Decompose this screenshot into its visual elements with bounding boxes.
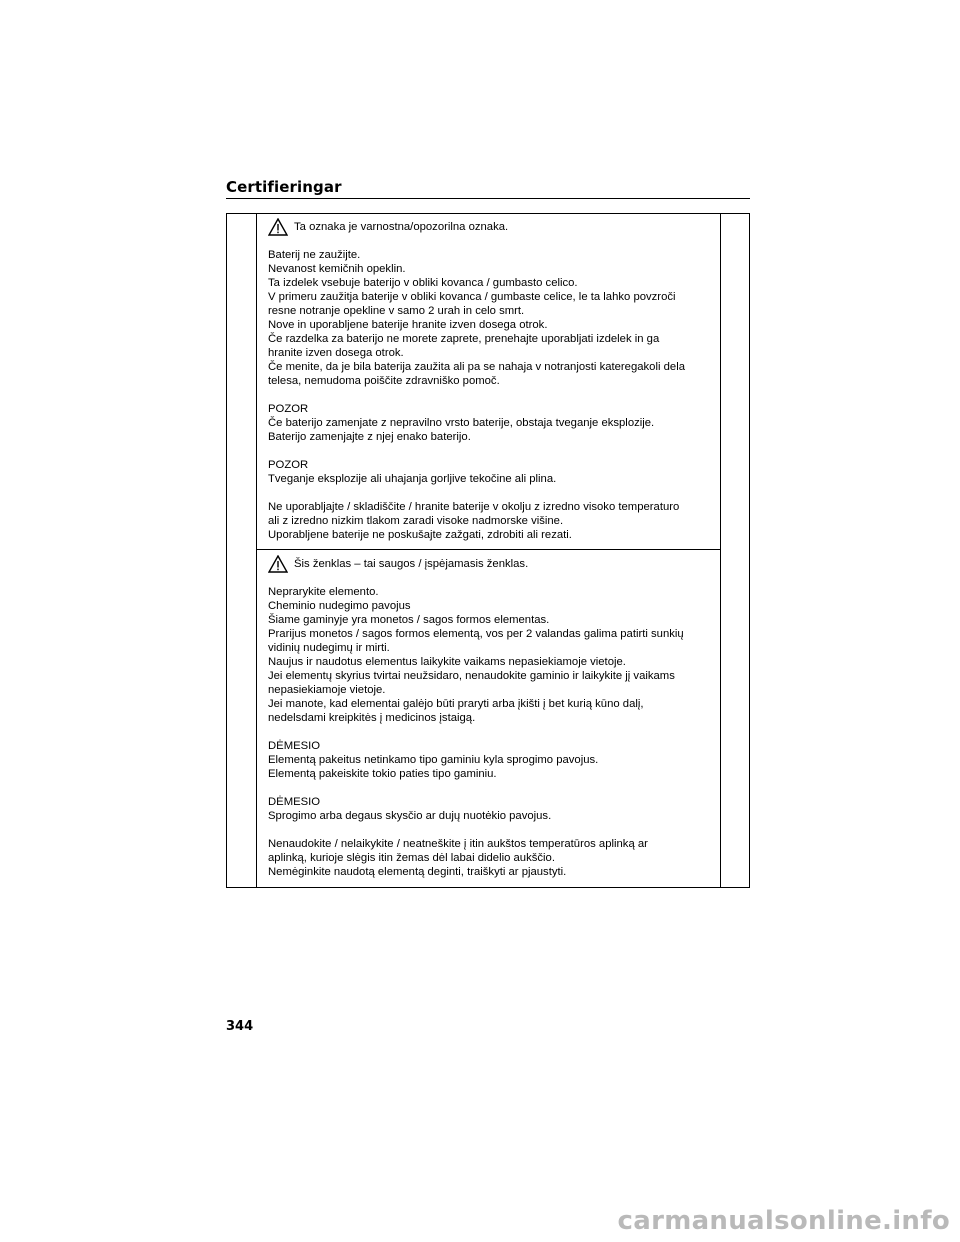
text-line: resne notranje opekline v samo 2 urah in celo smrt. (268, 305, 525, 317)
text-line: Ne uporabljajte / skladiščite / hranite baterije v okolju z izredno visoko temperaturo (268, 501, 680, 513)
text-line: Sprogimo arba degaus skysčio ar dujų nuotėkio pavojus. (268, 810, 552, 822)
warning-block-slovenian (257, 214, 720, 550)
text-line: vidinių nudegimų ir mirti. (268, 642, 390, 654)
warning-triangle-icon (268, 555, 288, 573)
warning-block-lithuanian (257, 551, 720, 887)
text-line: Cheminio nudegimo pavojus (268, 600, 411, 612)
text-line: Neprarykite elemento. (268, 586, 379, 598)
block-heading-text: Šis ženklas – tai saugos / įspėjamasis ženklas. (294, 558, 529, 570)
text-line: Uporabljene baterije ne poskušajte zažgati, zdrobiti ali rezati. (268, 529, 572, 541)
section-title: Certifieringar (226, 178, 342, 196)
block-paragraphs (268, 585, 720, 879)
block-heading (268, 555, 720, 573)
watermark-text: carmanualsonline.info (617, 1206, 950, 1236)
text-line: Baterijo zamenjajte z njej enako baterijo. (268, 431, 471, 443)
title-divider (226, 198, 750, 199)
text-line: Nove in uporabljene baterije hranite izven dosega otrok. (268, 319, 548, 331)
text-line: DĖMESIO (268, 796, 321, 808)
text-line: nepasiekiamoje vietoje. (268, 684, 386, 696)
text-line: Baterij ne zaužijte. (268, 249, 361, 261)
text-line: Prarijus monetos / sagos formos elementą, vos per 2 valandas galima patirti sunkių (268, 628, 684, 640)
text-line: Če menite, da je bila baterija zaužita ali pa se nahaja v notranjosti kateregakoli dela (268, 361, 685, 373)
text-line: Nemėginkite naudotą elementą deginti, traiškyti ar pjaustyti. (268, 866, 567, 878)
text-line: Če baterijo zamenjate z nepravilno vrsto baterije, obstaja tveganje eksplozije. (268, 417, 655, 429)
text-line: Šiame gaminyje yra monetos / sagos formos elementas. (268, 614, 550, 626)
paragraph (268, 739, 720, 781)
block-heading-text: Ta oznaka je varnostna/opozorilna oznaka. (294, 221, 509, 233)
paragraph (268, 402, 720, 444)
paragraph (268, 795, 720, 823)
text-line: Nevanost kemičnih opeklin. (268, 263, 406, 275)
page-number: 344 (226, 1019, 254, 1034)
text-line: Elementą pakeitus netinkamo tipo gaminiu kyla sprogimo pavojus. (268, 754, 599, 766)
text-line: Jei elementų skyrius tvirtai neužsidaro, nenaudokite gaminio ir laikykite jį vaikams (268, 670, 675, 682)
block-heading (268, 218, 720, 236)
text-line: Tveganje eksplozije ali uhajanja gorljive tekočine ali plina. (268, 473, 557, 485)
text-line: Nenaudokite / nelaikykite / neatneškite į itin aukštos temperatūros aplinką ar (268, 838, 648, 850)
warning-triangle-icon (268, 218, 288, 236)
paragraph (268, 837, 720, 879)
paragraph (268, 458, 720, 486)
paragraph (268, 585, 720, 725)
text-line: Elementą pakeiskite tokio paties tipo gaminiu. (268, 768, 497, 780)
text-line: POZOR (268, 459, 309, 471)
text-line: Jei manote, kad elementai galėjo būti praryti arba įkišti į bet kurią kūno dalį, (268, 698, 644, 710)
text-line: nedelsdami kreipkitės į medicinos įstaigą. (268, 712, 476, 724)
text-line: POZOR (268, 403, 309, 415)
text-line: Naujus ir naudotus elementus laikykite vaikams nepasiekiamoje vietoje. (268, 656, 626, 668)
text-line: DĖMESIO (268, 740, 321, 752)
text-line: hranite izven dosega otrok. (268, 347, 404, 359)
block-paragraphs (268, 248, 720, 542)
text-line: ali z izredno nizkim tlakom zaradi visoke nadmorske višine. (268, 515, 564, 527)
paragraph (268, 248, 720, 388)
text-line: Ta izdelek vsebuje baterijo v obliki kovanca / gumbasto celico. (268, 277, 578, 289)
text-line: aplinką, kurioje slėgis itin žemas dėl labai didelio aukščio. (268, 852, 555, 864)
paragraph (268, 500, 720, 542)
text-line: telesa, nemudoma poiščite zdravniško pomoč. (268, 375, 500, 387)
text-line: V primeru zaužitja baterije v obliki kovanca / gumbaste celice, le ta lahko povzroči (268, 291, 676, 303)
text-line: Če razdelka za baterijo ne morete zaprete, prenehajte uporabljati izdelek in ga (268, 333, 660, 345)
